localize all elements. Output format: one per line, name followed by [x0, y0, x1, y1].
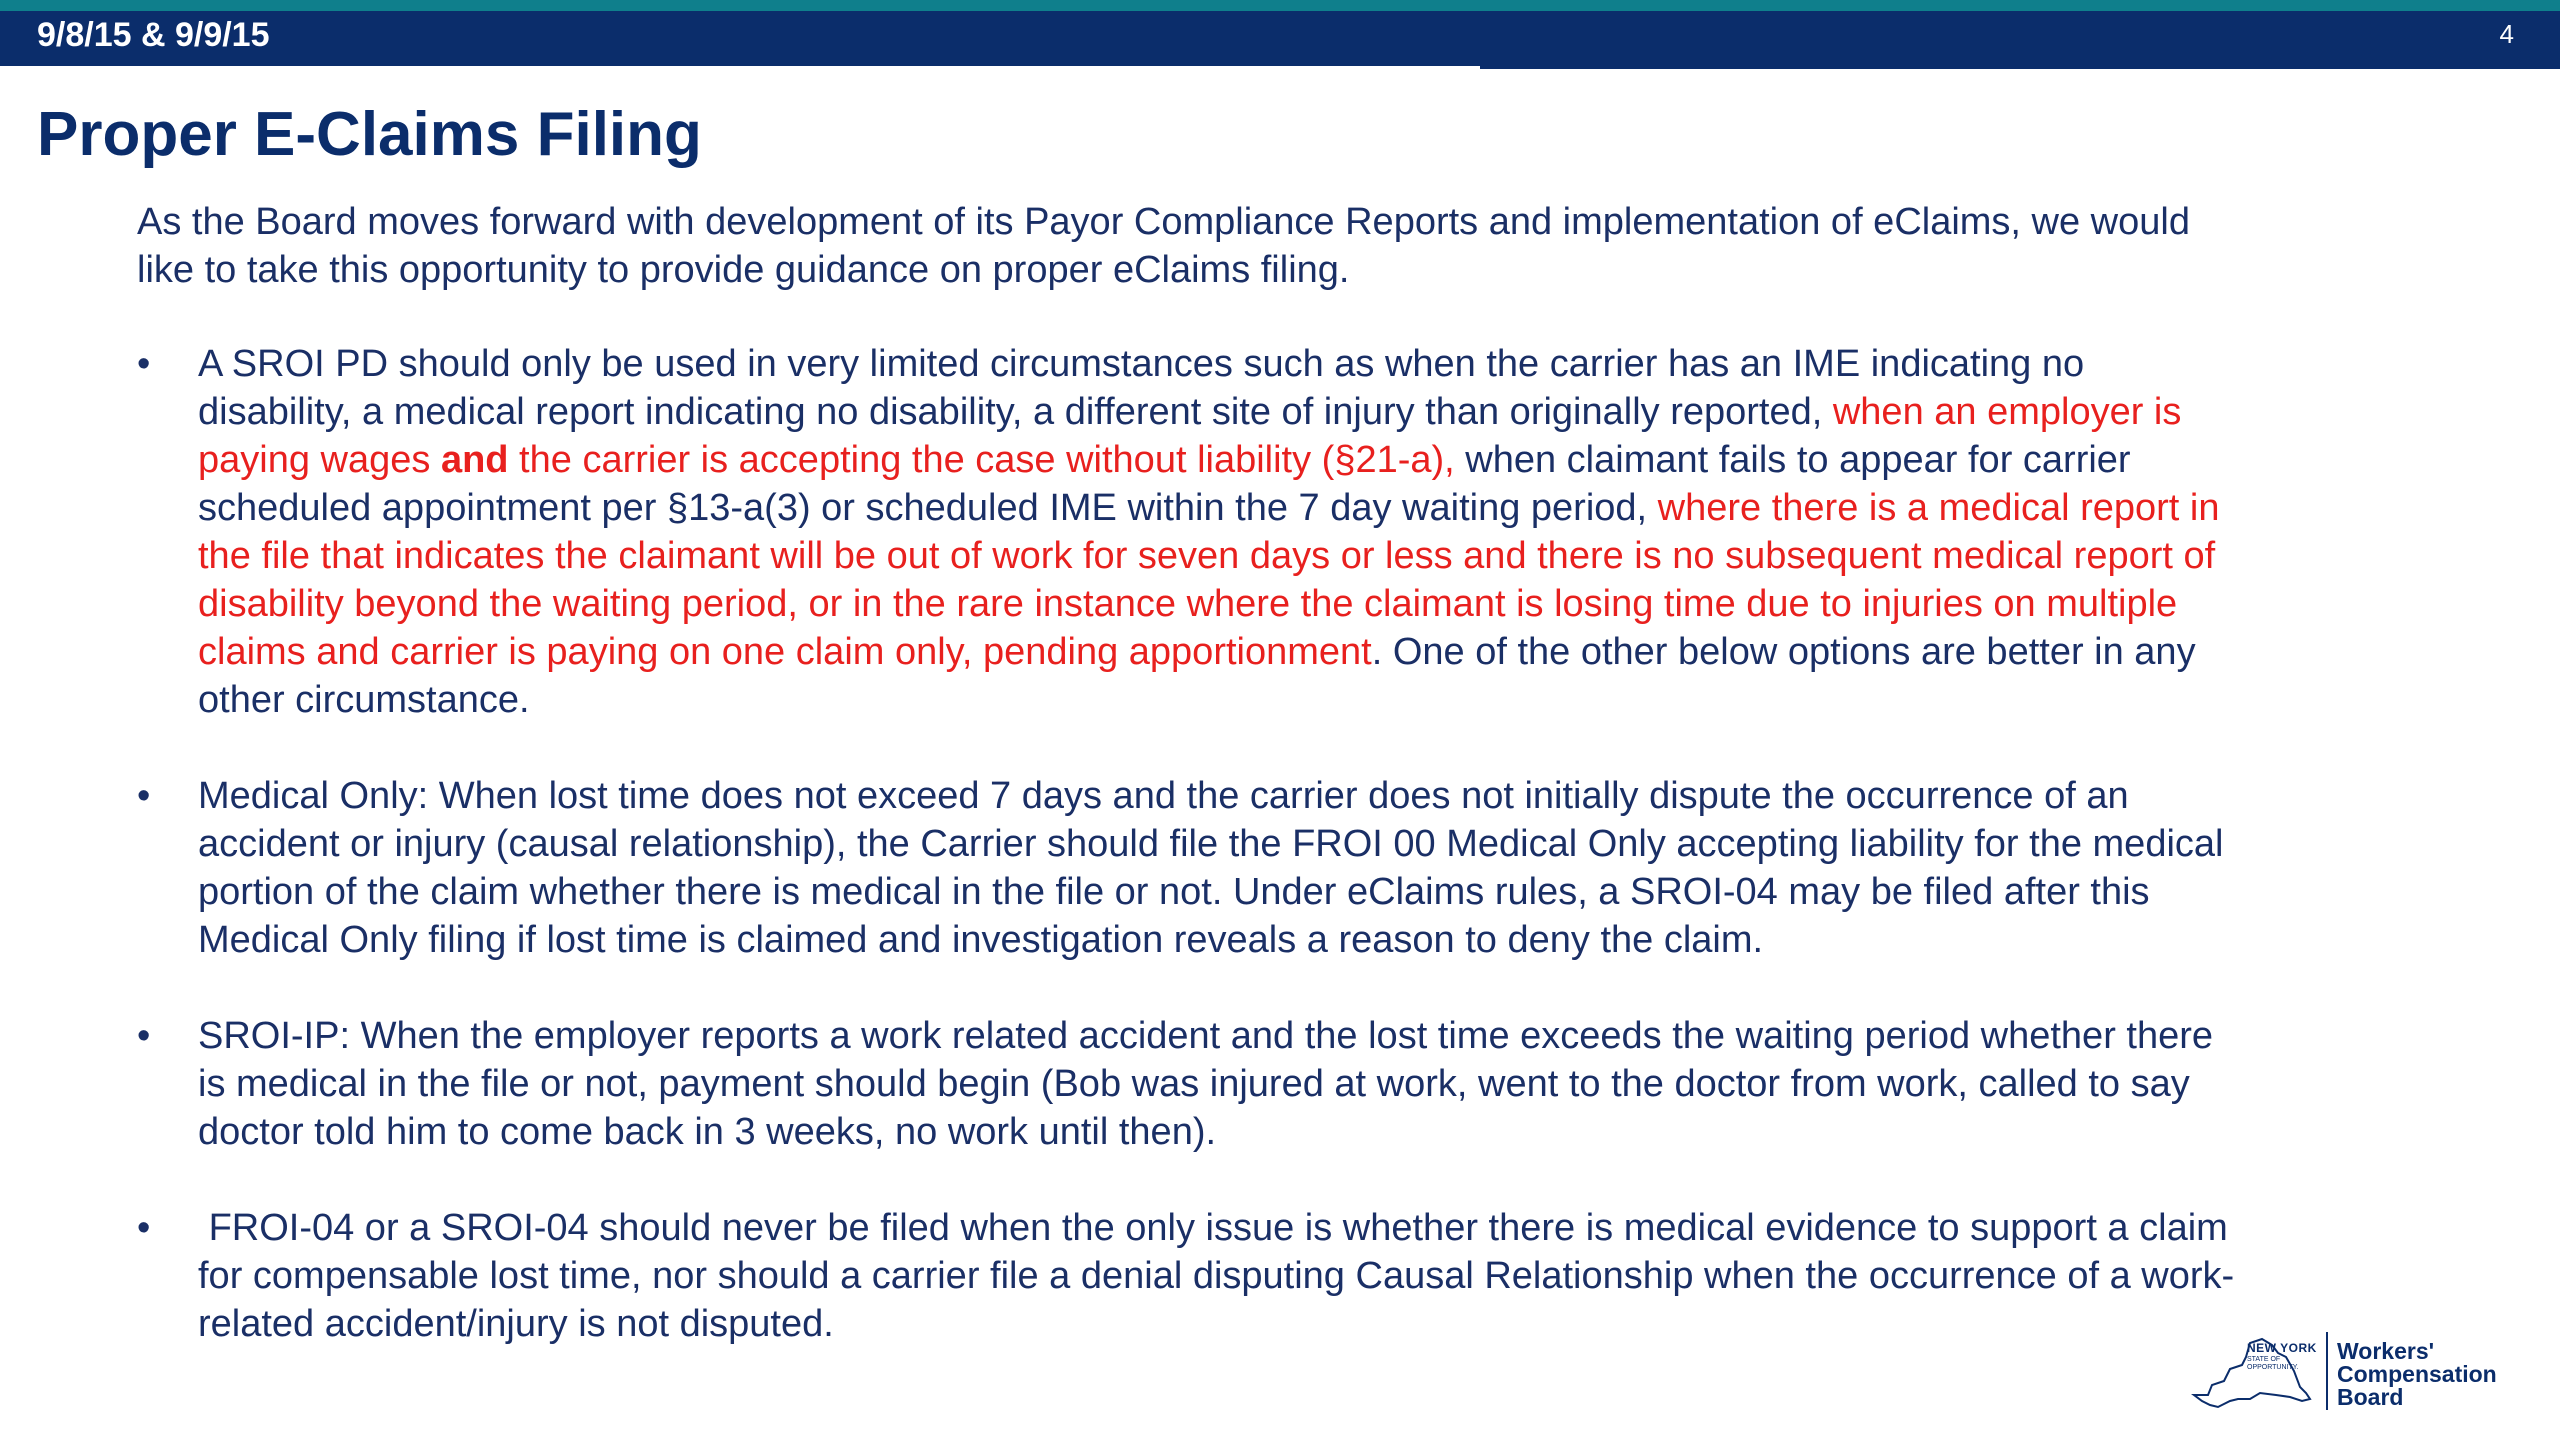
bullet-text: when claimant fails to appear for carrier scheduled appointment per §13-a(3) or scheduled IME within the 7 day waiting period,	[198, 439, 2131, 529]
bullet-dot-icon: •	[137, 343, 151, 385]
logo-line: Compensation	[2337, 1361, 2497, 1387]
bullet-medical-only	[137, 772, 2247, 964]
bullet-list	[137, 340, 2247, 1396]
bullet-text: Medical Only: When lost time does not exceed 7 days and the carrier does not initially dispute the occurrence of an accident or injury (causal relationship), the Carrier should file the FROI 00 Medical Only accepting liability for the medical portion of the claim whether there is medical in the file or not. Under eClaims rules, a SROI-04 may be filed after this Medical Only filing if lost time is claimed and investigation reveals a reason to deny the claim.	[198, 775, 2224, 961]
bullet-text: FROI-04 or a SROI-04 should never be filed when the only issue is whether there is medical evidence to support a claim for compensable lost time, nor should a carrier file a denial disputing Causal Relationship when the occurrence of a work-related accident/injury is not disputed.	[198, 1207, 2239, 1345]
intro-paragraph: As the Board moves forward with development of its Payor Compliance Reports and implementation of eClaims, we would like to take this opportunity to provide guidance on proper eClaims filing.	[137, 201, 2190, 291]
logo-wordmark	[2337, 1340, 2497, 1409]
header-accent-stripe	[0, 0, 2560, 11]
bullet-text: SROI-IP: When the employer reports a work related accident and the lost time exceeds the waiting period whether there is medical in the file or not, payment should begin (Bob was injured at work, went to the doctor from work, called to say doctor told him to come back in 3 weeks, no work until then).	[198, 1015, 2214, 1153]
bullet-text: . One of the other below options are better in any other circumstance.	[198, 631, 2196, 721]
header-divider	[0, 66, 1480, 71]
bullet-dot-icon: •	[137, 1015, 151, 1057]
highlight-text: the carrier is accepting the case without liability (§21-a),	[508, 439, 1455, 481]
bullet-dot-icon: •	[137, 1207, 151, 1249]
logo-line: Workers'	[2337, 1338, 2435, 1364]
highlight-text: when an employer is paying wages	[198, 391, 2182, 481]
logo-state-text: NEW YORK	[2247, 1341, 2317, 1355]
highlight-text: where there is a medical report in the file that indicates the claimant will be out of work for seven days or less and there is no subsequent medical report of disability beyond the waiting period, or in the rare instance where the claimant is losing time due to injuries on multiple claims and carrier is paying on one claim only, pending apportionment	[198, 487, 2220, 673]
page-number: 4	[2499, 19, 2514, 49]
bullet-dot-icon: •	[137, 775, 151, 817]
header-date: 9/8/15 & 9/9/15	[37, 16, 270, 54]
logo-line: Board	[2337, 1384, 2404, 1410]
logo-state-subtext: STATE OF OPPORTUNITY.	[2247, 1356, 2299, 1371]
bullet-text: A SROI PD should only be used in very limited circumstances such as when the carrier has an IME indicating no disability, a medical report indicating no disability, a different site of injury than originally reported,	[198, 343, 2085, 433]
bullet-sroi-ip	[137, 1012, 2247, 1156]
emphasis-text: and	[440, 439, 509, 481]
header-bar	[0, 11, 2560, 69]
bullet-sroi-pd	[137, 340, 2247, 724]
logo-divider	[2326, 1332, 2328, 1410]
bullet-froi-04	[137, 1204, 2247, 1348]
slide-title: Proper E-Claims Filing	[37, 100, 702, 169]
